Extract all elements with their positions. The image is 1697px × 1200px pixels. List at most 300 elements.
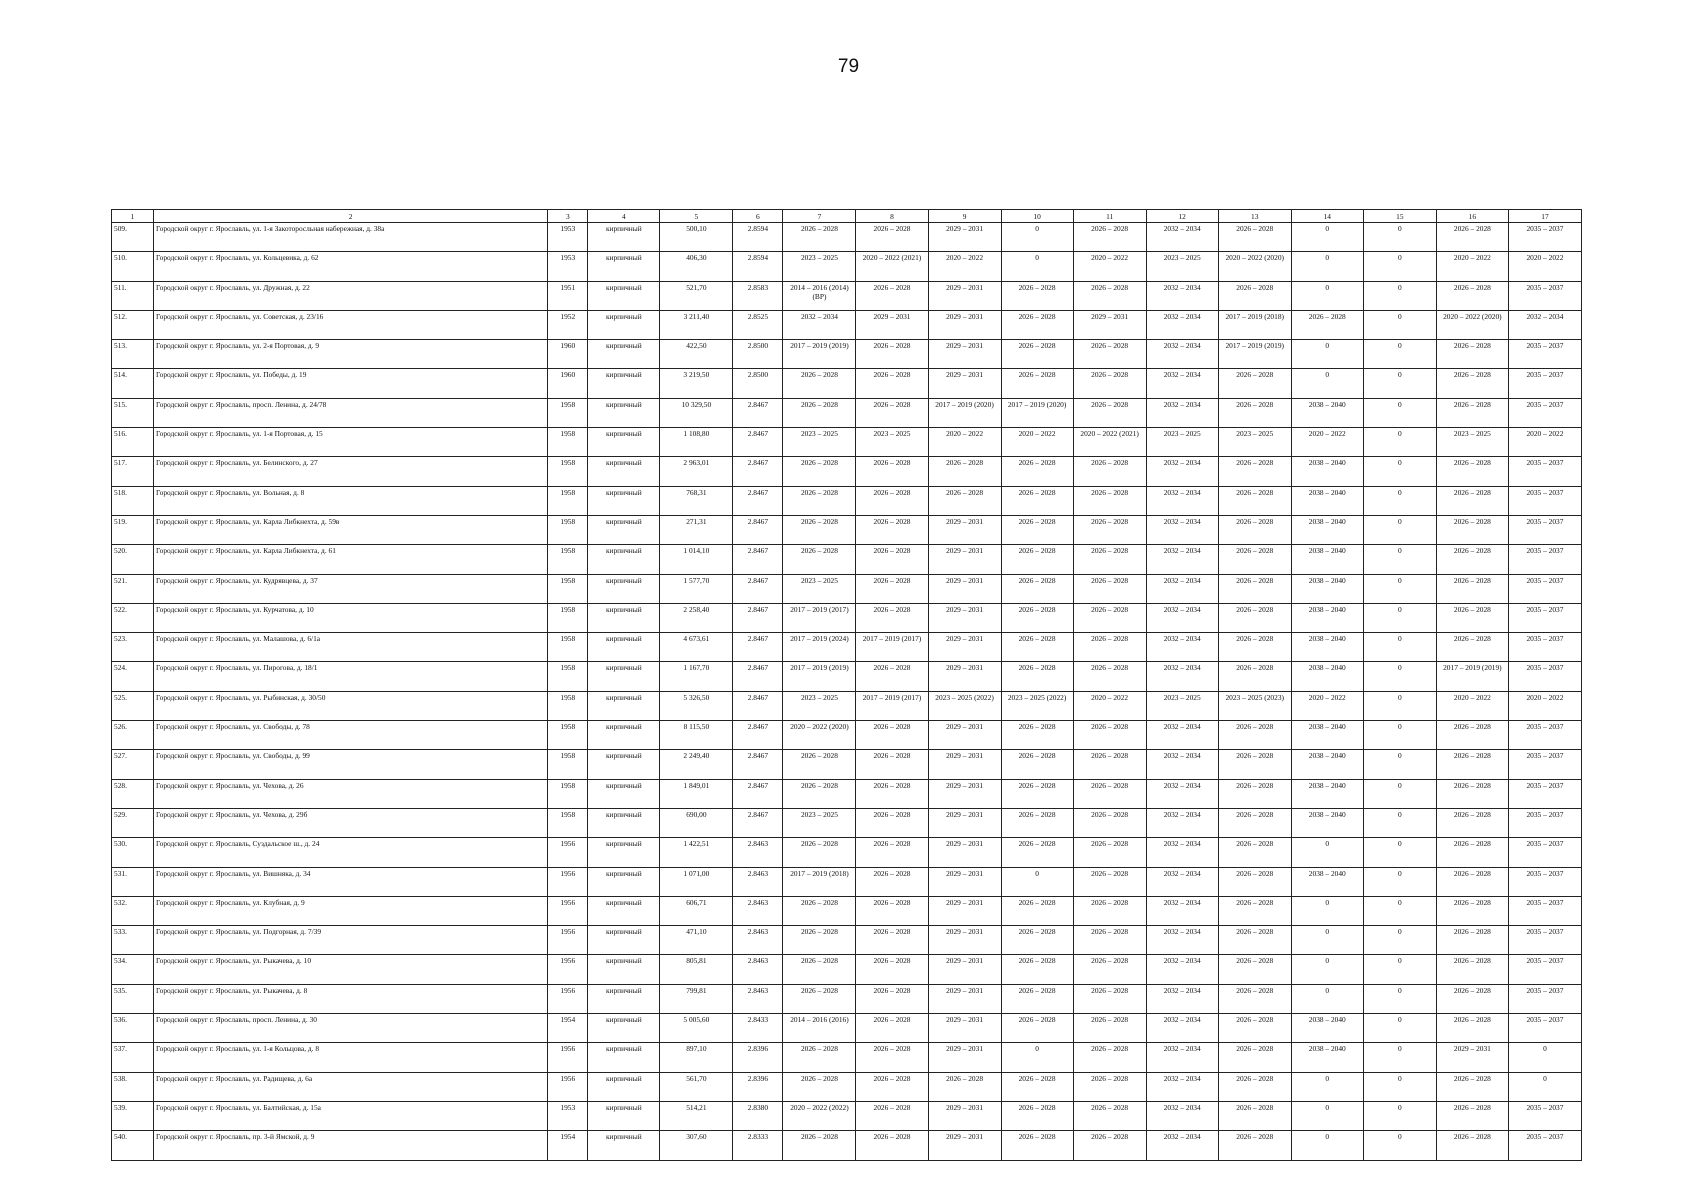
column-header: 9 (928, 210, 1001, 223)
work-period-cell: 2032 – 2034 (1146, 457, 1218, 486)
year-cell: 1960 (548, 369, 588, 398)
row-number-cell: 511. (112, 281, 154, 310)
work-period-cell: 2026 – 2028 (783, 779, 856, 808)
work-period-cell: 2026 – 2028 (1218, 779, 1291, 808)
wall-material-cell: кирпичный (588, 721, 660, 750)
address-cell: Городской округ г. Ярославль, ул. Вольная, д. 8 (154, 486, 548, 515)
address-cell: Городской округ г. Ярославль, ул. Чехова, д. 29б (154, 808, 548, 837)
work-period-cell: 2032 – 2034 (1146, 1072, 1218, 1101)
work-period-cell: 0 (1363, 896, 1436, 925)
year-cell: 1956 (548, 926, 588, 955)
year-cell: 1956 (548, 867, 588, 896)
area-cell: 8 115,50 (660, 721, 733, 750)
work-period-cell: 2026 – 2028 (856, 896, 928, 925)
work-period-cell: 0 (1508, 1043, 1581, 1072)
buildings-table (111, 209, 1582, 1161)
work-period-cell: 2026 – 2028 (1436, 1101, 1508, 1130)
work-period-cell: 2026 – 2028 (1001, 281, 1073, 310)
area-cell: 5 005,60 (660, 1014, 733, 1043)
wall-material-cell: кирпичный (588, 662, 660, 691)
work-period-cell: 2029 – 2031 (928, 1043, 1001, 1072)
table-row (112, 457, 1582, 486)
address-cell: Городской округ г. Ярославль, ул. 1-я Портовая, д. 15 (154, 428, 548, 457)
address-cell: Городской округ г. Ярославль, ул. Победы, д. 19 (154, 369, 548, 398)
table-row (112, 223, 1582, 252)
work-period-cell: 0 (1363, 340, 1436, 369)
work-period-cell: 2029 – 2031 (928, 633, 1001, 662)
work-period-cell: 2032 – 2034 (1146, 1131, 1218, 1160)
year-cell: 1954 (548, 1014, 588, 1043)
year-cell: 1958 (548, 545, 588, 574)
work-period-cell: 2026 – 2028 (1218, 896, 1291, 925)
work-period-cell: 2020 – 2022 (1436, 691, 1508, 720)
work-period-cell: 2020 – 2022 (1073, 691, 1146, 720)
rating-cell: 2.8467 (733, 808, 783, 837)
work-period-cell: 2026 – 2028 (856, 486, 928, 515)
work-period-cell: 2026 – 2028 (856, 662, 928, 691)
wall-material-cell: кирпичный (588, 281, 660, 310)
wall-material-cell: кирпичный (588, 779, 660, 808)
work-period-cell: 2026 – 2028 (856, 838, 928, 867)
work-period-cell: 2026 – 2028 (856, 515, 928, 544)
address-cell: Городской округ г. Ярославль, ул. 1-я Кольцова, д. 8 (154, 1043, 548, 1072)
table-row (112, 662, 1582, 691)
work-period-cell: 2017 – 2019 (2020) (928, 398, 1001, 427)
work-period-cell: 2017 – 2019 (2019) (783, 662, 856, 691)
work-period-cell: 2020 – 2022 (1291, 428, 1363, 457)
address-cell: Городской округ г. Ярославль, ул. Советская, д. 23/16 (154, 310, 548, 339)
work-period-cell: 2026 – 2028 (783, 515, 856, 544)
area-cell: 799,81 (660, 984, 733, 1013)
work-period-cell: 2035 – 2037 (1508, 721, 1581, 750)
address-cell: Городской округ г. Ярославль, ул. Балтийская, д. 15а (154, 1101, 548, 1130)
area-cell: 1 422,51 (660, 838, 733, 867)
work-period-cell: 2029 – 2031 (856, 310, 928, 339)
area-cell: 606,71 (660, 896, 733, 925)
work-period-cell: 2020 – 2022 (2020) (1218, 252, 1291, 281)
rating-cell: 2.8467 (733, 428, 783, 457)
table-row (112, 633, 1582, 662)
work-period-cell: 2038 – 2040 (1291, 545, 1363, 574)
work-period-cell: 2038 – 2040 (1291, 574, 1363, 603)
rating-cell: 2.8594 (733, 252, 783, 281)
work-period-cell: 2026 – 2028 (1218, 1072, 1291, 1101)
address-cell: Городской округ г. Ярославль, ул. Кольцевика, д. 62 (154, 252, 548, 281)
column-header: 2 (154, 210, 548, 223)
area-cell: 897,10 (660, 1043, 733, 1072)
area-cell: 406,30 (660, 252, 733, 281)
work-period-cell: 2032 – 2034 (1146, 926, 1218, 955)
year-cell: 1958 (548, 515, 588, 544)
year-cell: 1958 (548, 603, 588, 632)
rating-cell: 2.8525 (733, 310, 783, 339)
work-period-cell: 2026 – 2028 (856, 1101, 928, 1130)
work-period-cell: 2038 – 2040 (1291, 515, 1363, 544)
work-period-cell: 2029 – 2031 (1436, 1043, 1508, 1072)
wall-material-cell: кирпичный (588, 369, 660, 398)
work-period-cell: 2032 – 2034 (1146, 281, 1218, 310)
work-period-cell: 2032 – 2034 (1146, 867, 1218, 896)
table-row (112, 515, 1582, 544)
work-period-cell: 2023 – 2025 (1146, 691, 1218, 720)
table-row (112, 1043, 1582, 1072)
work-period-cell: 2020 – 2022 (1508, 252, 1581, 281)
work-period-cell: 2026 – 2028 (856, 603, 928, 632)
work-period-cell: 2026 – 2028 (928, 486, 1001, 515)
work-period-cell: 0 (1363, 1131, 1436, 1160)
work-period-cell: 2026 – 2028 (856, 808, 928, 837)
work-period-cell: 2026 – 2028 (856, 779, 928, 808)
work-period-cell: 2032 – 2034 (1508, 310, 1581, 339)
table-row (112, 369, 1582, 398)
work-period-cell: 2032 – 2034 (1146, 515, 1218, 544)
wall-material-cell: кирпичный (588, 691, 660, 720)
area-cell: 1 071,00 (660, 867, 733, 896)
work-period-cell: 0 (1001, 867, 1073, 896)
wall-material-cell: кирпичный (588, 340, 660, 369)
year-cell: 1960 (548, 340, 588, 369)
row-number-cell: 532. (112, 896, 154, 925)
work-period-cell: 2026 – 2028 (1073, 984, 1146, 1013)
work-period-cell: 2035 – 2037 (1508, 808, 1581, 837)
work-period-cell: 2035 – 2037 (1508, 926, 1581, 955)
work-period-cell: 2026 – 2028 (783, 1131, 856, 1160)
area-cell: 5 326,50 (660, 691, 733, 720)
address-cell: Городской округ г. Ярославль, ул. Пирогова, д. 18/1 (154, 662, 548, 691)
work-period-cell: 2026 – 2028 (1218, 1101, 1291, 1130)
year-cell: 1958 (548, 457, 588, 486)
table-row (112, 867, 1582, 896)
work-period-cell: 0 (1291, 926, 1363, 955)
work-period-cell: 2035 – 2037 (1508, 603, 1581, 632)
rating-cell: 2.8433 (733, 1014, 783, 1043)
work-period-cell: 2026 – 2028 (783, 223, 856, 252)
year-cell: 1958 (548, 721, 588, 750)
work-period-cell: 2026 – 2028 (1073, 545, 1146, 574)
work-period-cell: 2035 – 2037 (1508, 369, 1581, 398)
area-cell: 3 219,50 (660, 369, 733, 398)
row-number-cell: 521. (112, 574, 154, 603)
work-period-cell: 2026 – 2028 (783, 486, 856, 515)
area-cell: 768,31 (660, 486, 733, 515)
work-period-cell: 0 (1363, 750, 1436, 779)
work-period-cell: 2020 – 2022 (1436, 252, 1508, 281)
column-header: 10 (1001, 210, 1073, 223)
work-period-cell: 2026 – 2028 (1218, 457, 1291, 486)
work-period-cell: 2032 – 2034 (1146, 838, 1218, 867)
row-number-cell: 527. (112, 750, 154, 779)
wall-material-cell: кирпичный (588, 1101, 660, 1130)
address-cell: Городской округ г. Ярославль, ул. Подгорная, д. 7/39 (154, 926, 548, 955)
page-number: 79 (837, 56, 860, 77)
work-period-cell: 2038 – 2040 (1291, 867, 1363, 896)
row-number-cell: 525. (112, 691, 154, 720)
address-cell: Городской округ г. Ярославль, ул. Свободы, д. 99 (154, 750, 548, 779)
work-period-cell: 0 (1363, 310, 1436, 339)
work-period-cell: 2026 – 2028 (1218, 662, 1291, 691)
work-period-cell: 2026 – 2028 (856, 369, 928, 398)
wall-material-cell: кирпичный (588, 896, 660, 925)
area-cell: 1 849,01 (660, 779, 733, 808)
work-period-cell: 2026 – 2028 (856, 867, 928, 896)
wall-material-cell: кирпичный (588, 457, 660, 486)
work-period-cell: 2020 – 2022 (2021) (856, 252, 928, 281)
work-period-cell: 0 (1363, 281, 1436, 310)
area-cell: 1 167,70 (660, 662, 733, 691)
work-period-cell: 2026 – 2028 (1001, 926, 1073, 955)
work-period-cell: 2029 – 2031 (928, 545, 1001, 574)
work-period-cell: 2026 – 2028 (1218, 398, 1291, 427)
work-period-cell: 2023 – 2025 (783, 252, 856, 281)
work-period-cell: 2038 – 2040 (1291, 398, 1363, 427)
work-period-cell: 2026 – 2028 (1073, 1072, 1146, 1101)
work-period-cell: 2035 – 2037 (1508, 223, 1581, 252)
work-period-cell: 2020 – 2022 (1508, 428, 1581, 457)
work-period-cell: 2026 – 2028 (1436, 281, 1508, 310)
work-period-cell: 2026 – 2028 (856, 721, 928, 750)
work-period-cell: 2038 – 2040 (1291, 808, 1363, 837)
work-period-cell: 2023 – 2025 (1146, 428, 1218, 457)
work-period-cell: 2026 – 2028 (1001, 603, 1073, 632)
column-header: 8 (856, 210, 928, 223)
work-period-cell: 0 (1291, 369, 1363, 398)
address-cell: Городской округ г. Ярославль, просп. Ленина, д. 24/78 (154, 398, 548, 427)
work-period-cell: 0 (1363, 926, 1436, 955)
work-period-cell: 2026 – 2028 (783, 896, 856, 925)
work-period-cell: 2026 – 2028 (856, 926, 928, 955)
work-period-cell: 2029 – 2031 (928, 838, 1001, 867)
row-number-cell: 528. (112, 779, 154, 808)
work-period-cell: 0 (1363, 955, 1436, 984)
table-row (112, 1014, 1582, 1043)
row-number-cell: 535. (112, 984, 154, 1013)
wall-material-cell: кирпичный (588, 1014, 660, 1043)
area-cell: 422,50 (660, 340, 733, 369)
work-period-cell: 2035 – 2037 (1508, 838, 1581, 867)
work-period-cell: 2026 – 2028 (1436, 574, 1508, 603)
work-period-cell: 2026 – 2028 (856, 1072, 928, 1101)
work-period-cell: 0 (1363, 1072, 1436, 1101)
work-period-cell: 0 (1363, 984, 1436, 1013)
row-number-cell: 531. (112, 867, 154, 896)
work-period-cell: 2026 – 2028 (1073, 1014, 1146, 1043)
work-period-cell: 2023 – 2025 (1218, 428, 1291, 457)
work-period-cell: 2023 – 2025 (783, 574, 856, 603)
work-period-cell: 2023 – 2025 (783, 428, 856, 457)
table-row (112, 721, 1582, 750)
work-period-cell: 0 (1363, 457, 1436, 486)
work-period-cell: 0 (1363, 1101, 1436, 1130)
table-row (112, 340, 1582, 369)
work-period-cell: 2026 – 2028 (783, 457, 856, 486)
table-row (112, 955, 1582, 984)
rating-cell: 2.8467 (733, 515, 783, 544)
work-period-cell: 2026 – 2028 (1001, 310, 1073, 339)
work-period-cell: 2038 – 2040 (1291, 1043, 1363, 1072)
work-period-cell: 2026 – 2028 (928, 457, 1001, 486)
rating-cell: 2.8467 (733, 779, 783, 808)
work-period-cell: 0 (1001, 223, 1073, 252)
work-period-cell: 2026 – 2028 (1218, 369, 1291, 398)
wall-material-cell: кирпичный (588, 926, 660, 955)
work-period-cell: 2026 – 2028 (856, 457, 928, 486)
area-cell: 514,21 (660, 1101, 733, 1130)
work-period-cell: 2038 – 2040 (1291, 603, 1363, 632)
work-period-cell: 2026 – 2028 (1218, 633, 1291, 662)
row-number-cell: 520. (112, 545, 154, 574)
work-period-cell: 2026 – 2028 (1436, 545, 1508, 574)
row-number-cell: 526. (112, 721, 154, 750)
work-period-cell: 2026 – 2028 (1436, 223, 1508, 252)
work-period-cell: 2026 – 2028 (1436, 515, 1508, 544)
work-period-cell: 2026 – 2028 (856, 1131, 928, 1160)
row-number-cell: 530. (112, 838, 154, 867)
table-row (112, 808, 1582, 837)
work-period-cell: 2026 – 2028 (1001, 486, 1073, 515)
work-period-cell: 2032 – 2034 (1146, 984, 1218, 1013)
year-cell: 1958 (548, 633, 588, 662)
work-period-cell: 2032 – 2034 (1146, 603, 1218, 632)
work-period-cell: 0 (1291, 1072, 1363, 1101)
year-cell: 1958 (548, 428, 588, 457)
address-cell: Городской округ г. Ярославль, ул. Карла Либкнехта, д. 59в (154, 515, 548, 544)
work-period-cell: 2035 – 2037 (1508, 984, 1581, 1013)
work-period-cell: 2026 – 2028 (1001, 633, 1073, 662)
work-period-cell: 2026 – 2028 (856, 545, 928, 574)
work-period-cell: 2020 – 2022 (928, 428, 1001, 457)
column-header: 3 (548, 210, 588, 223)
work-period-cell: 2032 – 2034 (1146, 310, 1218, 339)
work-period-cell: 2029 – 2031 (928, 603, 1001, 632)
work-period-cell: 2035 – 2037 (1508, 398, 1581, 427)
work-period-cell: 2026 – 2028 (1436, 486, 1508, 515)
work-period-cell: 2026 – 2028 (1436, 721, 1508, 750)
work-period-cell: 2023 – 2025 (2022) (928, 691, 1001, 720)
work-period-cell: 2029 – 2031 (928, 515, 1001, 544)
work-period-cell: 2032 – 2034 (1146, 1014, 1218, 1043)
area-cell: 307,60 (660, 1131, 733, 1160)
work-period-cell: 2026 – 2028 (856, 398, 928, 427)
table-row (112, 896, 1582, 925)
rating-cell: 2.8594 (733, 223, 783, 252)
work-period-cell: 2026 – 2028 (1436, 398, 1508, 427)
work-period-cell: 2026 – 2028 (1436, 984, 1508, 1013)
row-number-cell: 534. (112, 955, 154, 984)
rating-cell: 2.8467 (733, 398, 783, 427)
work-period-cell: 2017 – 2019 (2017) (856, 691, 928, 720)
row-number-cell: 514. (112, 369, 154, 398)
area-cell: 500,10 (660, 223, 733, 252)
year-cell: 1953 (548, 223, 588, 252)
table-row (112, 1072, 1582, 1101)
rating-cell: 2.8333 (733, 1131, 783, 1160)
work-period-cell: 2026 – 2028 (856, 281, 928, 310)
work-period-cell: 2026 – 2028 (1218, 721, 1291, 750)
work-period-cell: 2038 – 2040 (1291, 779, 1363, 808)
work-period-cell: 2026 – 2028 (1073, 486, 1146, 515)
row-number-cell: 539. (112, 1101, 154, 1130)
work-period-cell: 2026 – 2028 (1073, 1131, 1146, 1160)
work-period-cell: 2026 – 2028 (783, 838, 856, 867)
work-period-cell: 2014 – 2016 (2016) (783, 1014, 856, 1043)
wall-material-cell: кирпичный (588, 486, 660, 515)
work-period-cell: 2038 – 2040 (1291, 457, 1363, 486)
work-period-cell: 2026 – 2028 (1073, 603, 1146, 632)
work-period-cell: 2032 – 2034 (783, 310, 856, 339)
work-period-cell: 2026 – 2028 (1001, 457, 1073, 486)
work-period-cell: 2029 – 2031 (928, 223, 1001, 252)
work-period-cell: 2026 – 2028 (1218, 545, 1291, 574)
work-period-cell: 0 (1291, 984, 1363, 1013)
work-period-cell: 2023 – 2025 (2023) (1218, 691, 1291, 720)
work-period-cell: 2026 – 2028 (1073, 750, 1146, 779)
work-period-cell: 2026 – 2028 (783, 926, 856, 955)
address-cell: Городской округ г. Ярославль, ул. Дружная, д. 22 (154, 281, 548, 310)
work-period-cell: 2032 – 2034 (1146, 340, 1218, 369)
work-period-cell: 2020 – 2022 (2022) (783, 1101, 856, 1130)
year-cell: 1952 (548, 310, 588, 339)
rating-cell: 2.8467 (733, 691, 783, 720)
wall-material-cell: кирпичный (588, 838, 660, 867)
area-cell: 2 963,01 (660, 457, 733, 486)
work-period-cell: 2035 – 2037 (1508, 1101, 1581, 1130)
work-period-cell: 2032 – 2034 (1146, 896, 1218, 925)
work-period-cell: 2032 – 2034 (1146, 369, 1218, 398)
work-period-cell: 2017 – 2019 (2019) (1436, 662, 1508, 691)
work-period-cell: 2020 – 2022 (1291, 691, 1363, 720)
year-cell: 1958 (548, 662, 588, 691)
work-period-cell: 2026 – 2028 (1218, 838, 1291, 867)
work-period-cell: 2026 – 2028 (1073, 457, 1146, 486)
work-period-cell: 2032 – 2034 (1146, 808, 1218, 837)
rating-cell: 2.8463 (733, 896, 783, 925)
column-header: 5 (660, 210, 733, 223)
year-cell: 1958 (548, 486, 588, 515)
work-period-cell: 2029 – 2031 (928, 779, 1001, 808)
work-period-cell: 0 (1291, 1101, 1363, 1130)
work-period-cell: 2026 – 2028 (1073, 721, 1146, 750)
rating-cell: 2.8467 (733, 603, 783, 632)
work-period-cell: 2026 – 2028 (856, 574, 928, 603)
work-period-cell: 2032 – 2034 (1146, 633, 1218, 662)
column-number-row (112, 210, 1582, 223)
wall-material-cell: кирпичный (588, 955, 660, 984)
work-period-cell: 2026 – 2028 (783, 750, 856, 779)
work-period-cell: 0 (1363, 633, 1436, 662)
rating-cell: 2.8463 (733, 955, 783, 984)
address-cell: Городской округ г. Ярославль, ул. Малашова, д. 6/1а (154, 633, 548, 662)
row-number-cell: 540. (112, 1131, 154, 1160)
year-cell: 1956 (548, 955, 588, 984)
work-period-cell: 2026 – 2028 (1001, 1101, 1073, 1130)
work-period-cell: 2026 – 2028 (1436, 808, 1508, 837)
work-period-cell: 2026 – 2028 (1073, 838, 1146, 867)
work-period-cell: 2029 – 2031 (928, 310, 1001, 339)
work-period-cell: 2026 – 2028 (1001, 369, 1073, 398)
wall-material-cell: кирпичный (588, 223, 660, 252)
wall-material-cell: кирпичный (588, 252, 660, 281)
wall-material-cell: кирпичный (588, 398, 660, 427)
area-cell: 2 249,40 (660, 750, 733, 779)
work-period-cell: 2026 – 2028 (1001, 896, 1073, 925)
year-cell: 1958 (548, 779, 588, 808)
work-period-cell: 0 (1363, 1014, 1436, 1043)
table-row (112, 691, 1582, 720)
rating-cell: 2.8467 (733, 721, 783, 750)
row-number-cell: 512. (112, 310, 154, 339)
work-period-cell: 2023 – 2025 (783, 808, 856, 837)
year-cell: 1956 (548, 1072, 588, 1101)
